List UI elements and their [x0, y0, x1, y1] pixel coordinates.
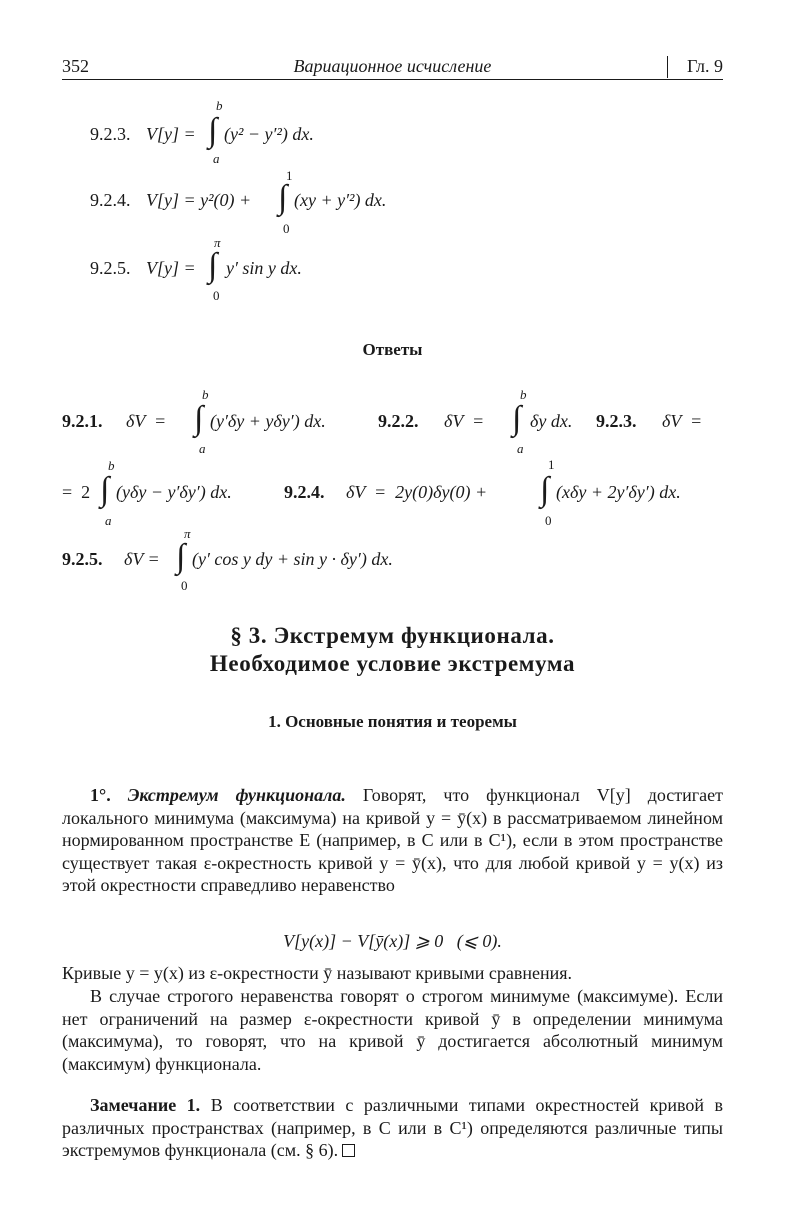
integral-sign: ∫ — [278, 179, 288, 216]
integral-sign: ∫ — [512, 400, 522, 437]
integrand: (xy + y′²) dx. — [294, 190, 387, 210]
lower-limit: a — [199, 441, 206, 456]
exercise-lhs: V[y] = y²(0) + — [146, 190, 252, 210]
paragraph-comparison-curves — [62, 962, 723, 985]
remark-label: Замечание 1. — [90, 1095, 201, 1115]
answer-label: 9.2.1. — [62, 411, 103, 431]
paragraph-strict-extremum — [62, 985, 723, 1075]
section-title-line-2: Необходимое условие экстремума — [209, 651, 576, 676]
answer-integrand: (yδy − y′δy′) dx. — [116, 482, 232, 502]
answer-label: 9.2.2. — [378, 411, 419, 431]
header-rule — [62, 79, 723, 80]
exercise-lhs: V[y] = — [146, 124, 196, 144]
running-title: Вариационное исчисление — [293, 56, 492, 76]
exercise-lhs: V[y] = — [146, 258, 196, 278]
section-title-line-1: § 3. Экстремум функционала. — [230, 623, 555, 648]
upper-limit: b — [202, 387, 209, 402]
answer-integrand: δy dx. — [530, 411, 573, 431]
answer-lhs: δV = 2y(0)δy(0) + — [346, 482, 488, 502]
upper-limit: b — [520, 387, 527, 402]
lower-limit: a — [517, 441, 524, 456]
answer-lhs: δV = — [126, 411, 167, 431]
answers-heading: Ответы — [362, 340, 423, 359]
lower-limit: 0 — [213, 288, 220, 303]
exercise-label: 9.2.5. — [90, 258, 131, 278]
answer-continuation: = 2 — [62, 482, 91, 502]
running-header — [62, 56, 723, 80]
strict-extremum-text: В случае строгого неравенства говорят о строгом минимуме (максимуме). Если нет ограничений на размер ε-окрестности кривой ȳ в определении минимума (максимума), то говорят, что на кривой ȳ достигается абсолютный минимум (максимум) функционала. — [62, 986, 723, 1074]
integral-sign: ∫ — [194, 400, 204, 437]
chapter-label: Гл. 9 — [686, 56, 723, 76]
end-of-remark-icon — [342, 1144, 355, 1157]
integrand: (y² − y′²) dx. — [224, 124, 314, 144]
comparison-text: Кривые y = y(x) из ε-окрестности ȳ называют кривыми сравнения. — [62, 963, 573, 983]
answer-integrand: (y′δy + yδy′) dx. — [210, 411, 326, 431]
remark-1 — [62, 1094, 723, 1162]
exercise-label: 9.2.3. — [90, 124, 131, 144]
integral-sign: ∫ — [100, 471, 110, 508]
integral-sign: ∫ — [208, 112, 218, 149]
answer-label: 9.2.4. — [284, 482, 325, 502]
integral-sign: ∫ — [208, 247, 218, 284]
lower-limit: a — [105, 513, 112, 528]
integral-sign: ∫ — [176, 538, 186, 575]
answer-lhs: δV = — [124, 549, 160, 569]
upper-limit: b — [108, 458, 115, 473]
upper-limit: 1 — [548, 457, 555, 472]
upper-limit: π — [184, 526, 191, 541]
upper-limit: π — [214, 235, 221, 250]
page-number: 352 — [62, 56, 89, 76]
upper-limit: b — [216, 98, 223, 113]
display-formula: V[y(x)] − V[ȳ(x)] ⩾ 0 (⩽ 0). — [283, 931, 502, 951]
term-extremum: Экстремум функционала. — [127, 785, 346, 805]
header-bracket — [667, 56, 668, 78]
answer-lhs: δV = — [662, 411, 703, 431]
answer-label: 9.2.3. — [596, 411, 637, 431]
paragraph-number: 1°. — [90, 785, 111, 805]
integral-sign: ∫ — [540, 471, 550, 508]
answer-lhs: δV = — [444, 411, 485, 431]
exercise-label: 9.2.4. — [90, 190, 131, 210]
lower-limit: 0 — [283, 221, 290, 236]
paragraph-extremum-definition — [62, 784, 723, 897]
lower-limit: 0 — [545, 513, 552, 528]
lower-limit: 0 — [181, 578, 188, 593]
answer-integrand: (y′ cos y dy + sin y · δy′) dx. — [192, 549, 393, 569]
answer-label: 9.2.5. — [62, 549, 103, 569]
integrand: y′ sin y dx. — [226, 258, 302, 278]
lower-limit: a — [213, 151, 220, 166]
subsection-heading: 1. Основные понятия и теоремы — [268, 712, 517, 731]
remark-text: В соответствии с различными типами окрестностей кривой в различных пространствах (например, в C или в C¹) определяются различные типы экстремумов функционала (см. § 6). — [62, 1095, 723, 1160]
upper-limit: 1 — [286, 168, 293, 183]
answer-integrand: (xδy + 2y′δy′) dx. — [556, 482, 681, 502]
definition-text: Говорят, что функционал V[y] достигает локального минимума (максимума) на кривой y = ȳ(x) в рассматриваемом линейном нормированном пространстве E (например, в C или в C¹), если в этом пространстве существует такая ε-окрестность кривой y = ȳ(x), что для любой кривой y = y(x) из этой окрестности справедливо неравенство — [62, 785, 724, 895]
